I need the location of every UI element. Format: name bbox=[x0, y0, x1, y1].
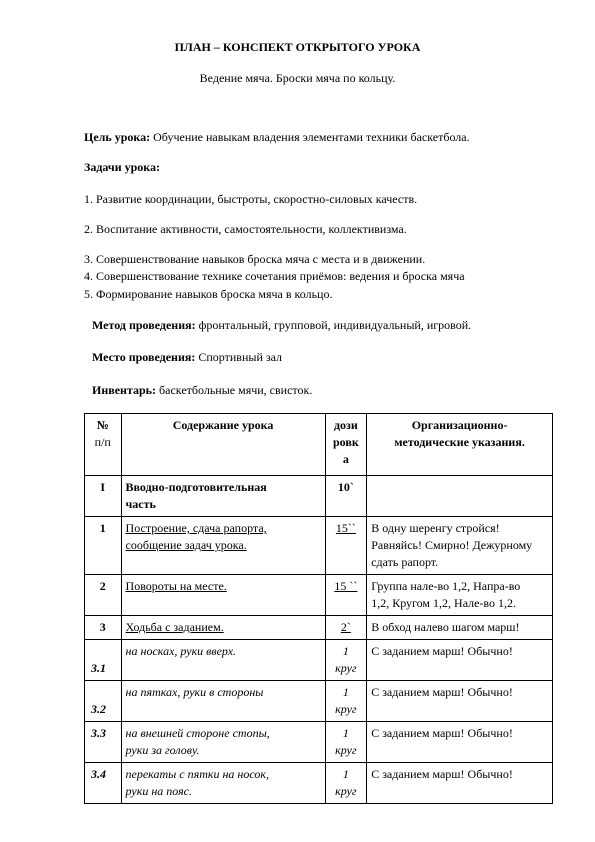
task-item: 2. Воспитание активности, самостоятельности, коллективизма. bbox=[84, 222, 407, 236]
header-dose-line: ровк bbox=[332, 435, 359, 449]
place-text: Спортивный зал bbox=[198, 350, 283, 364]
row-notes bbox=[367, 476, 553, 517]
row-num: 3.2 bbox=[85, 681, 122, 722]
row-num: 2 bbox=[85, 575, 122, 616]
header-num-line: № bbox=[96, 418, 109, 432]
row-num: 1 bbox=[85, 517, 122, 575]
row-notes-line: Группа нале-во 1,2, Напра-во bbox=[371, 579, 521, 593]
table-row bbox=[85, 722, 553, 763]
row-dose bbox=[325, 722, 367, 763]
header-content: Содержание урока bbox=[121, 414, 325, 476]
row-content bbox=[121, 476, 325, 517]
row-dose: 2` bbox=[325, 616, 367, 640]
header-num-line: п/п bbox=[94, 435, 111, 449]
row-num: 3.1 bbox=[85, 640, 122, 681]
header-notes-line: Организационно- bbox=[411, 418, 508, 432]
task-item: 3. Совершенствование навыков броска мяча с места и в движении. bbox=[84, 252, 426, 266]
row-dose bbox=[325, 681, 367, 722]
task-item: 5. Формирование навыков броска мяча в кольцо. bbox=[84, 287, 333, 301]
row-notes bbox=[367, 517, 553, 575]
header-notes-line: методические указания. bbox=[394, 435, 525, 449]
row-content-line: Ходьба с заданием. bbox=[125, 620, 224, 634]
table-row bbox=[85, 640, 553, 681]
row-num: 3 bbox=[85, 616, 122, 640]
method-text: фронтальный, групповой, индивидуальный, игровой. bbox=[198, 318, 472, 332]
row-num: 3.4 bbox=[85, 763, 122, 804]
method-label: Метод проведения: bbox=[92, 318, 196, 332]
table-row bbox=[85, 681, 553, 722]
row-dose-line: круг bbox=[335, 743, 357, 757]
row-dose-line: 1 bbox=[342, 767, 349, 781]
goal-line bbox=[84, 130, 470, 144]
row-content-line: руки на пояс. bbox=[125, 784, 193, 798]
row-notes-line: 1,2, Кругом 1,2, Нале-во 1,2. bbox=[371, 596, 517, 610]
table-row bbox=[85, 575, 553, 616]
row-dose-line: круг bbox=[335, 661, 357, 675]
method-line bbox=[92, 318, 471, 332]
header-dose-line: а bbox=[342, 452, 349, 466]
header-dose bbox=[325, 414, 367, 476]
row-notes: С заданием марш! Обычно! bbox=[367, 763, 553, 804]
inventory-text: баскетбольные мячи, свисток. bbox=[159, 383, 313, 397]
goal-text: Обучение навыкам владения элементами техники баскетбола. bbox=[153, 130, 470, 144]
row-dose-line: 1 bbox=[342, 644, 349, 658]
row-content bbox=[121, 616, 325, 640]
row-dose bbox=[325, 640, 367, 681]
row-num: I bbox=[85, 476, 122, 517]
table-row bbox=[85, 763, 553, 804]
goal-label: Цель урока: bbox=[84, 130, 151, 144]
row-content-line: на внешней стороне стопы, bbox=[125, 726, 270, 740]
lesson-plan-table bbox=[84, 413, 553, 804]
row-content bbox=[121, 763, 325, 804]
row-dose: 15`` bbox=[325, 517, 367, 575]
row-dose-line: круг bbox=[335, 702, 357, 716]
row-content bbox=[121, 722, 325, 763]
row-notes: С заданием марш! Обычно! bbox=[367, 722, 553, 763]
row-notes: В обход налево шагом марш! bbox=[367, 616, 553, 640]
row-notes-line: Равняйсь! Смирно! Дежурному bbox=[371, 538, 533, 552]
row-content: на носках, руки вверх. bbox=[121, 640, 325, 681]
row-notes bbox=[367, 575, 553, 616]
inventory-line bbox=[92, 383, 312, 397]
table-row bbox=[85, 476, 553, 517]
row-content: на пятках, руки в стороны bbox=[121, 681, 325, 722]
task-item: 4. Совершенствование технике сочетания приёмов: ведения и броска мяча bbox=[84, 269, 465, 283]
row-num: 3.3 bbox=[85, 722, 122, 763]
header-dose-line: дози bbox=[333, 418, 358, 432]
row-notes: С заданием марш! Обычно! bbox=[367, 640, 553, 681]
row-content bbox=[121, 517, 325, 575]
row-dose: 10` bbox=[325, 476, 367, 517]
place-label: Место проведения: bbox=[92, 350, 196, 364]
row-content-line: перекаты с пятки на носок, bbox=[125, 767, 270, 781]
row-content-line: Повороты на месте. bbox=[125, 579, 227, 593]
row-content-line: часть bbox=[125, 497, 156, 511]
table-row bbox=[85, 517, 553, 575]
header-notes bbox=[367, 414, 553, 476]
page-title: ПЛАН – КОНСПЕКТ ОТКРЫТОГО УРОКА bbox=[174, 40, 421, 54]
page-subtitle: Ведение мяча. Броски мяча по кольцу. bbox=[199, 71, 396, 85]
row-notes-line: сдать рапорт. bbox=[371, 555, 439, 569]
row-content-line: Вводно-подготовительная bbox=[125, 480, 267, 494]
row-dose-line: 1 bbox=[342, 685, 349, 699]
row-dose: 15 `` bbox=[325, 575, 367, 616]
row-dose bbox=[325, 763, 367, 804]
row-dose-line: круг bbox=[335, 784, 357, 798]
row-content bbox=[121, 575, 325, 616]
row-content-line: Построение, сдача рапорта, bbox=[125, 521, 267, 535]
task-item: 1. Развитие координации, быстроты, скоростно-силовых качеств. bbox=[84, 192, 418, 206]
row-notes-line: В одну шеренгу стройся! bbox=[371, 521, 500, 535]
tasks-heading: Задачи урока: bbox=[84, 160, 161, 174]
row-dose-line: 1 bbox=[342, 726, 349, 740]
table-header-row bbox=[85, 414, 553, 476]
header-num bbox=[85, 414, 122, 476]
row-content-line: сообщение задач урока. bbox=[125, 538, 247, 552]
table-row bbox=[85, 616, 553, 640]
row-notes: С заданием марш! Обычно! bbox=[367, 681, 553, 722]
place-line bbox=[92, 350, 282, 364]
inventory-label: Инвентарь: bbox=[92, 383, 157, 397]
row-content-line: руки за голову. bbox=[125, 743, 200, 757]
